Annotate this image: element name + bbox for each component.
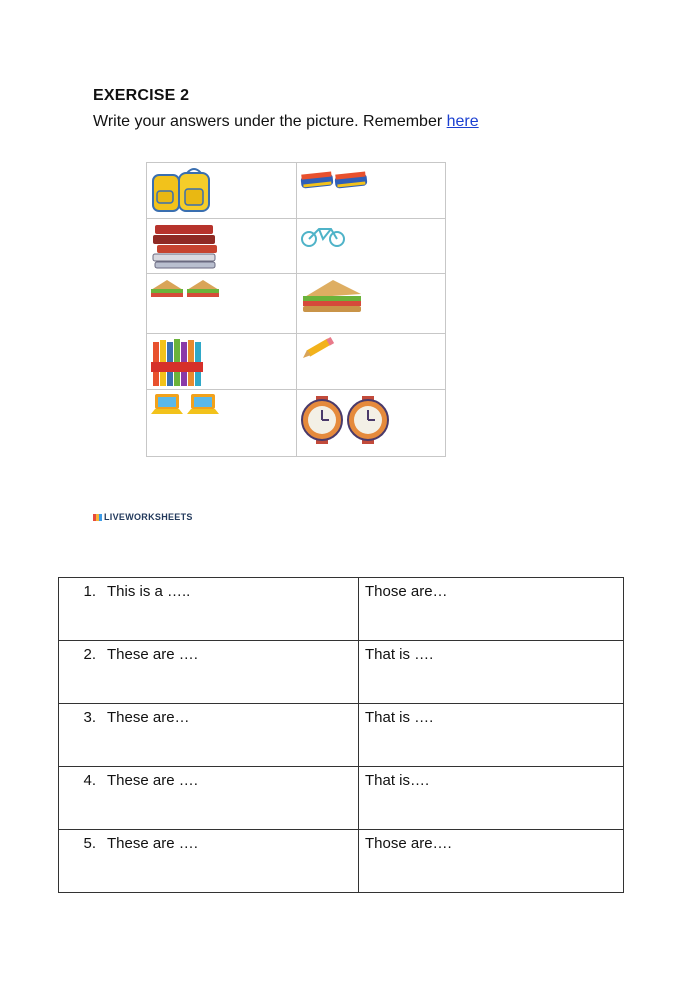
laptops-icon bbox=[149, 392, 223, 418]
answer-table bbox=[58, 577, 624, 893]
answer-prompt: That is…. bbox=[365, 772, 430, 789]
answer-cell-right[interactable] bbox=[359, 704, 624, 767]
answer-cell-left[interactable] bbox=[59, 704, 359, 767]
answer-prompt: These are …. bbox=[107, 772, 198, 789]
answer-prompt: These are …. bbox=[107, 835, 198, 852]
colored-pencils-icon bbox=[149, 336, 209, 390]
answer-prompt: That is …. bbox=[365, 646, 434, 663]
row-number: 2. bbox=[83, 646, 96, 663]
answer-cell-right[interactable] bbox=[359, 830, 624, 893]
sandwich-icon bbox=[299, 276, 365, 316]
table-row bbox=[59, 767, 624, 830]
picture-cell-pencil bbox=[296, 334, 446, 390]
answer-prompt: Those are…. bbox=[365, 835, 452, 852]
brand-text: LIVEWORKSHEETS bbox=[104, 512, 193, 522]
picture-cell-sandwiches bbox=[147, 274, 297, 334]
pencil-cases-icon bbox=[299, 165, 369, 195]
answer-prompt: That is …. bbox=[365, 709, 434, 726]
answer-cell-left[interactable] bbox=[59, 767, 359, 830]
picture-cell-backpack bbox=[147, 163, 297, 219]
pencil-icon bbox=[299, 336, 339, 362]
answer-cell-right[interactable] bbox=[359, 767, 624, 830]
answer-prompt: Those are… bbox=[365, 583, 448, 600]
brand-watermark bbox=[93, 512, 193, 522]
sandwiches-icon bbox=[149, 276, 223, 302]
answer-cell-right[interactable] bbox=[359, 641, 624, 704]
row-number: 4. bbox=[83, 772, 96, 789]
table-row bbox=[59, 641, 624, 704]
watches-icon bbox=[299, 392, 393, 448]
backpack-icon bbox=[149, 165, 215, 215]
picture-cell-laptops bbox=[147, 390, 297, 457]
picture-cell-bicycle bbox=[296, 219, 446, 274]
picture-cell-sandwich bbox=[296, 274, 446, 334]
picture-cell-books bbox=[147, 219, 297, 274]
picture-grid bbox=[146, 162, 446, 457]
books-icon bbox=[149, 221, 229, 271]
answer-prompt: These are …. bbox=[107, 646, 198, 663]
answer-cell-left[interactable] bbox=[59, 830, 359, 893]
answer-prompt: These are… bbox=[107, 709, 190, 726]
picture-cell-pencil-cases bbox=[296, 163, 446, 219]
table-row bbox=[59, 704, 624, 767]
table-row bbox=[59, 830, 624, 893]
picture-cell-colored-pencils bbox=[147, 334, 297, 390]
answer-cell-left[interactable] bbox=[59, 641, 359, 704]
row-number: 3. bbox=[83, 709, 96, 726]
row-number: 5. bbox=[83, 835, 96, 852]
table-row bbox=[59, 578, 624, 641]
brand-logo-icon bbox=[93, 514, 102, 521]
answer-prompt: This is a ….. bbox=[107, 583, 191, 600]
instruction-text bbox=[93, 113, 479, 131]
bicycle-icon bbox=[299, 221, 349, 251]
picture-cell-watches bbox=[296, 390, 446, 457]
instruction-label: Write your answers under the picture. Remember bbox=[93, 113, 447, 130]
answer-cell-right[interactable] bbox=[359, 578, 624, 641]
remember-here-link[interactable]: here bbox=[446, 113, 479, 130]
exercise-title: EXERCISE 2 bbox=[93, 87, 190, 104]
row-number: 1. bbox=[83, 583, 96, 600]
answer-cell-left[interactable] bbox=[59, 578, 359, 641]
